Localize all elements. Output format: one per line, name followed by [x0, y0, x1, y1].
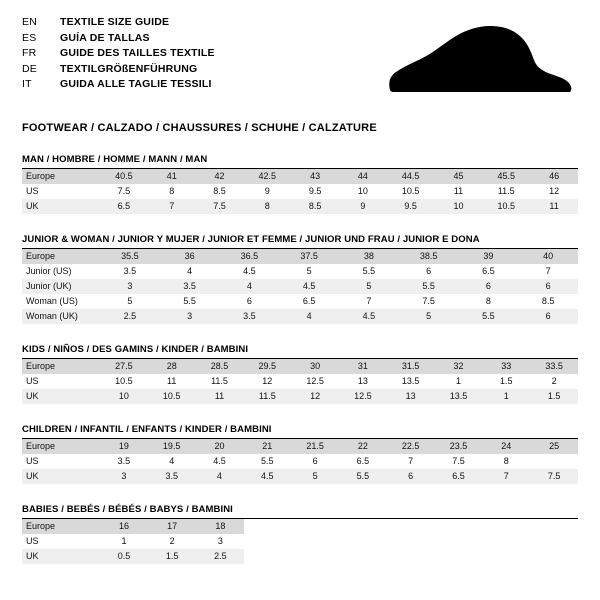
language-title-list — [22, 16, 215, 94]
cell: 9.5 — [291, 184, 339, 199]
cell: 3 — [100, 469, 148, 484]
cell: 6.5 — [339, 454, 387, 469]
cell: 9 — [243, 184, 291, 199]
cell: 45.5 — [482, 169, 530, 184]
cell: 2 — [148, 534, 196, 549]
row-label: Europe — [22, 169, 100, 184]
table-row — [22, 199, 578, 214]
cell: 18 — [196, 519, 244, 534]
cell: 3.5 — [148, 469, 196, 484]
cell: 9 — [339, 199, 387, 214]
cell: 8 — [243, 199, 291, 214]
language-code: FR — [22, 47, 37, 59]
language-code: EN — [22, 16, 37, 28]
row-label: Woman (UK) — [22, 309, 100, 324]
cell: 13.5 — [435, 389, 483, 404]
cell: 4.5 — [220, 264, 280, 279]
cell: 16 — [100, 519, 148, 534]
cell: 5 — [339, 279, 399, 294]
cell: 4 — [196, 469, 244, 484]
cell: 4 — [220, 279, 280, 294]
cell: 32 — [435, 359, 483, 374]
cell: 7.5 — [100, 184, 148, 199]
cell: 7.5 — [399, 294, 459, 309]
cell: 5 — [291, 469, 339, 484]
cell: 21.5 — [291, 439, 339, 454]
cell: 6 — [518, 309, 578, 324]
row-label: UK — [22, 389, 100, 404]
language-code: DE — [22, 62, 37, 75]
cell: 45 — [435, 169, 483, 184]
cell: 1 — [482, 389, 530, 404]
cell: 11 — [148, 374, 196, 389]
cell: 6 — [459, 279, 519, 294]
cell: 25 — [530, 439, 578, 454]
cell: 36 — [160, 249, 220, 264]
size-group-junior-woman — [22, 234, 578, 324]
cell: 12 — [243, 374, 291, 389]
table-row — [22, 169, 578, 184]
row-label: UK — [22, 199, 100, 214]
cell: 7.5 — [530, 469, 578, 484]
row-label: US — [22, 454, 100, 469]
table-row — [22, 519, 244, 534]
table-row — [22, 184, 578, 199]
cell: 11.5 — [482, 184, 530, 199]
cell: 7 — [518, 264, 578, 279]
group-heading: KIDS / NIÑOS / DES GAMINS / KINDER / BAMBINI — [22, 344, 578, 359]
cell: 1 — [435, 374, 483, 389]
cell: 22 — [339, 439, 387, 454]
language-title: GUIDE DES TAILLES TEXTILE — [60, 47, 215, 59]
language-row — [22, 16, 215, 32]
row-label: Europe — [22, 359, 100, 374]
cell: 3.5 — [160, 279, 220, 294]
row-label: US — [22, 374, 100, 389]
cell: 4 — [279, 309, 339, 324]
cell: 12.5 — [291, 374, 339, 389]
cell — [530, 454, 578, 469]
cell: 21 — [243, 439, 291, 454]
cell: 23.5 — [435, 439, 483, 454]
cell: 13 — [339, 374, 387, 389]
group-heading: JUNIOR & WOMAN / JUNIOR Y MUJER / JUNIOR ET FEMME / JUNIOR UND FRAU / JUNIOR E DONA — [22, 234, 578, 249]
table-row — [22, 294, 578, 309]
cell: 43 — [291, 169, 339, 184]
cell: 8.5 — [196, 184, 244, 199]
cell: 6 — [387, 469, 435, 484]
row-label: Europe — [22, 249, 100, 264]
cell: 6.5 — [459, 264, 519, 279]
cell: 4.5 — [196, 454, 244, 469]
group-heading: MAN / HOMBRE / HOMME / MANN / MAN — [22, 154, 578, 169]
cell: 6 — [291, 454, 339, 469]
row-label: UK — [22, 469, 100, 484]
cell: 8 — [459, 294, 519, 309]
cell: 6 — [518, 279, 578, 294]
cell: 29.5 — [243, 359, 291, 374]
cell: 3.5 — [100, 454, 148, 469]
cell: 19.5 — [148, 439, 196, 454]
cell: 1 — [100, 534, 148, 549]
group-heading: BABIES / BEBÉS / BÉBÉS / BABYS / BAMBINI — [22, 504, 578, 519]
cell: 7 — [148, 199, 196, 214]
cell: 42.5 — [243, 169, 291, 184]
cell: 19 — [100, 439, 148, 454]
cell: 42 — [196, 169, 244, 184]
cell: 4.5 — [279, 279, 339, 294]
cell: 28 — [148, 359, 196, 374]
language-code: ES — [22, 31, 37, 44]
table-row — [22, 454, 578, 469]
language-title: TEXTILE SIZE GUIDE — [60, 16, 170, 28]
cell: 10 — [435, 199, 483, 214]
cell: 5.5 — [160, 294, 220, 309]
cell: 8.5 — [291, 199, 339, 214]
cell: 10.5 — [148, 389, 196, 404]
group-heading: CHILDREN / INFANTIL / ENFANTS / KINDER / BAMBINI — [22, 424, 578, 439]
size-table-man — [22, 169, 578, 214]
size-group-kids — [22, 344, 578, 404]
table-row — [22, 374, 578, 389]
cell: 12 — [291, 389, 339, 404]
footwear-section-title: FOOTWEAR / CALZADO / CHAUSSURES / SCHUHE / CALZATURE — [22, 122, 377, 134]
cell: 5.5 — [339, 264, 399, 279]
cell: 10 — [100, 389, 148, 404]
cell: 7.5 — [196, 199, 244, 214]
size-table-babies — [22, 519, 244, 564]
size-group-man — [22, 154, 578, 214]
cell: 11.5 — [243, 389, 291, 404]
language-title: GUÍA DE TALLAS — [60, 31, 150, 44]
size-table-junior-woman — [22, 249, 578, 324]
table-row — [22, 389, 578, 404]
cell: 3 — [100, 279, 160, 294]
cell: 46 — [530, 169, 578, 184]
cell: 4.5 — [243, 469, 291, 484]
cell: 4.5 — [339, 309, 399, 324]
cell: 5 — [399, 309, 459, 324]
cell: 6 — [399, 264, 459, 279]
cell: 27.5 — [100, 359, 148, 374]
cell: 2 — [530, 374, 578, 389]
cell: 24 — [482, 439, 530, 454]
cell: 5 — [100, 294, 160, 309]
row-label: US — [22, 184, 100, 199]
cell: 13 — [387, 389, 435, 404]
table-row — [22, 469, 578, 484]
size-group-babies — [22, 504, 578, 564]
language-row — [22, 63, 215, 79]
cell: 44.5 — [387, 169, 435, 184]
cell: 7 — [387, 454, 435, 469]
table-row — [22, 534, 244, 549]
cell: 12 — [530, 184, 578, 199]
cell: 11 — [530, 199, 578, 214]
cell: 5.5 — [459, 309, 519, 324]
table-row — [22, 249, 578, 264]
language-row — [22, 32, 215, 48]
language-title: GUIDA ALLE TAGLIE TESSILI — [60, 78, 212, 90]
cell: 3.5 — [100, 264, 160, 279]
row-label: Junior (UK) — [22, 279, 100, 294]
table-row — [22, 359, 578, 374]
cell: 33.5 — [530, 359, 578, 374]
cell: 38 — [339, 249, 399, 264]
cell: 6 — [220, 294, 280, 309]
cell: 0.5 — [100, 549, 148, 564]
cell: 30 — [291, 359, 339, 374]
cell: 5.5 — [399, 279, 459, 294]
cell: 10.5 — [387, 184, 435, 199]
cell: 1.5 — [530, 389, 578, 404]
cell: 5.5 — [243, 454, 291, 469]
cell: 9.5 — [387, 199, 435, 214]
cell: 11.5 — [196, 374, 244, 389]
cell: 11 — [435, 184, 483, 199]
cell: 40.5 — [100, 169, 148, 184]
row-label: Junior (US) — [22, 264, 100, 279]
cell: 8.5 — [518, 294, 578, 309]
cell: 3 — [196, 534, 244, 549]
cell: 8 — [482, 454, 530, 469]
cell: 12.5 — [339, 389, 387, 404]
table-row — [22, 279, 578, 294]
cell: 40 — [518, 249, 578, 264]
cell: 3.5 — [220, 309, 280, 324]
cell: 7 — [482, 469, 530, 484]
table-row — [22, 264, 578, 279]
cell: 2.5 — [100, 309, 160, 324]
cell: 10.5 — [482, 199, 530, 214]
cell: 2.5 — [196, 549, 244, 564]
cell: 41 — [148, 169, 196, 184]
cell: 33 — [482, 359, 530, 374]
dress-shoe-icon — [384, 20, 574, 98]
cell: 7.5 — [435, 454, 483, 469]
language-row — [22, 47, 215, 63]
cell: 6.5 — [279, 294, 339, 309]
cell: 6.5 — [100, 199, 148, 214]
cell: 4 — [148, 454, 196, 469]
cell: 4 — [160, 264, 220, 279]
cell: 35.5 — [100, 249, 160, 264]
language-title: TEXTILGRÖßENFÜHRUNG — [60, 62, 198, 75]
row-label: Europe — [22, 439, 100, 454]
cell: 3 — [160, 309, 220, 324]
cell: 10 — [339, 184, 387, 199]
table-row — [22, 439, 578, 454]
size-table-children — [22, 439, 578, 484]
cell: 31 — [339, 359, 387, 374]
cell: 31.5 — [387, 359, 435, 374]
row-label: Europe — [22, 519, 100, 534]
table-row — [22, 549, 244, 564]
cell: 36.5 — [220, 249, 280, 264]
cell: 8 — [148, 184, 196, 199]
cell: 10.5 — [100, 374, 148, 389]
language-code: IT — [22, 78, 32, 90]
cell: 20 — [196, 439, 244, 454]
cell: 7 — [339, 294, 399, 309]
cell: 39 — [459, 249, 519, 264]
cell: 17 — [148, 519, 196, 534]
cell: 5 — [279, 264, 339, 279]
cell: 6.5 — [435, 469, 483, 484]
cell: 1.5 — [482, 374, 530, 389]
row-label: Woman (US) — [22, 294, 100, 309]
cell: 1.5 — [148, 549, 196, 564]
row-label: UK — [22, 549, 100, 564]
document-header — [22, 16, 578, 108]
cell: 13.5 — [387, 374, 435, 389]
cell: 38.5 — [399, 249, 459, 264]
row-label: US — [22, 534, 100, 549]
size-group-children — [22, 424, 578, 484]
table-row — [22, 309, 578, 324]
cell: 22.5 — [387, 439, 435, 454]
cell: 11 — [196, 389, 244, 404]
cell: 5.5 — [339, 469, 387, 484]
size-table-kids — [22, 359, 578, 404]
cell: 28.5 — [196, 359, 244, 374]
cell: 44 — [339, 169, 387, 184]
language-row — [22, 78, 215, 94]
cell: 37.5 — [279, 249, 339, 264]
